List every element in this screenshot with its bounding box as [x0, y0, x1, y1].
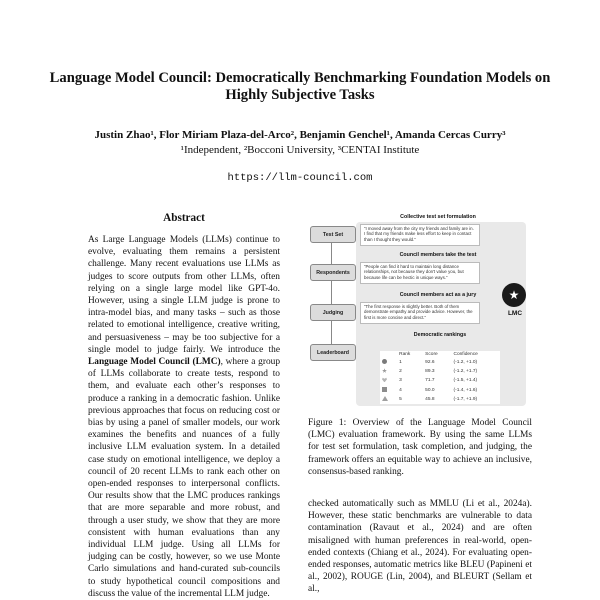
confidence-cell: (-1.4, +1.6) — [453, 387, 478, 393]
rankings-row — [380, 395, 500, 404]
stage-arrow — [331, 280, 332, 304]
quote-judgment: “The first response is slightly better. Both of them demonstrate empathy and provide advice. However, the first is more concise and direct.” — [360, 302, 480, 324]
rankings-header-row — [380, 351, 500, 358]
rank-icon-cell — [380, 386, 397, 395]
confidence-cell: (-1.2, +1.0) — [453, 360, 478, 366]
heart-icon — [382, 377, 387, 382]
paper-affiliations: ¹Independent, ²Bocconi University, ³CENTAI Institute — [180, 144, 420, 156]
stage-arrow — [331, 242, 332, 264]
rank-icon-cell — [380, 376, 397, 385]
triangle-icon — [382, 396, 388, 401]
paper-title: Language Model Council: Democratically Benchmarking Foundation Models on Highly Subjective Tasks — [49, 70, 551, 103]
score-cell: 50.0 — [425, 387, 435, 393]
stage-leaderboard: Leaderboard — [310, 344, 356, 361]
confidence-cell: (-1.5, +1.4) — [453, 378, 478, 384]
rankings-row — [380, 358, 500, 367]
stage-judging: Judging — [310, 304, 356, 321]
rank-icon-cell — [380, 367, 397, 376]
figure-caption: Figure 1: Overview of the Language Model Council (LMC) evaluation framework. By using the same LLMs for test set formulation, task completion, and judging, the framework offers an equitable way to achieve an inclusive, consensus-based ranking. — [308, 418, 532, 477]
rankings-col-rank: Rank — [399, 352, 411, 357]
council-icon: ★ — [502, 283, 526, 307]
header-test-set-formulation: Collective test set formulation — [400, 214, 476, 220]
rank-cell: 4 — [399, 387, 402, 393]
lmc-label: LMC — [507, 310, 523, 317]
header-act-as-jury: Council members act as a jury — [399, 292, 477, 298]
rankings-col-score: Score — [425, 352, 438, 357]
score-cell: 45.8 — [425, 396, 435, 402]
score-cell: 92.6 — [425, 360, 435, 366]
rankings-col-confidence: Confidence — [453, 352, 478, 357]
lmc-emblem — [500, 283, 530, 327]
rankings-table — [380, 351, 500, 404]
figure-1 — [306, 208, 536, 406]
abstract-body — [88, 234, 280, 600]
header-democratic-rankings: Democratic rankings — [413, 332, 467, 338]
project-url-link[interactable]: https://llm-council.com — [227, 172, 373, 184]
rank-icon-cell — [380, 358, 397, 367]
introduction-text: checked automatically such as MMLU (Li et al., 2024a). However, these static benchmarks are vulnerable to data contamination (Ravaut et al., 2024) and are often misaligned with human preferences in real-world, open-ended contexts (Chiang et al., 2024). For evaluating open-ended responses, automatic metrics like BLEU (Papineni et al., 2002), ROUGE (Lin, 2004), and BLEURT (Sellam et al., — [308, 499, 532, 595]
abstract-text-part1: As Large Language Models (LLMs) continue to evolve, evaluating them remains a persistent challenge. Many recent evaluations use LLMs as judges to score outputs from other LLMs, often relying on a single large model like GPT-4o. However, using a single LLM judge is prone to intra-model bias, and many tasks – such as those related to emotional intelligence, creative writing, and persuasiveness – may be too subjective for a single model to judge fairly. We introduce the — [88, 235, 280, 355]
rank-cell: 2 — [399, 369, 402, 375]
paper-authors: Justin Zhao¹, Flor Miriam Plaza-del-Arco², Benjamin Genchel¹, Amanda Cercas Curry³ — [94, 129, 506, 141]
abstract-bold-term: Language Model Council (LMC) — [88, 357, 221, 368]
stage-test-set: Test Set — [310, 226, 356, 243]
abstract-heading: Abstract — [163, 212, 205, 224]
score-cell: 71.7 — [425, 378, 435, 384]
rankings-row — [380, 367, 500, 376]
rankings-row — [380, 376, 500, 385]
stage-respondents: Respondents — [310, 264, 356, 281]
rank-cell: 3 — [399, 378, 402, 384]
quote-test-set: “I moved away from the city my friends and family are in. I find that my friends make less effort to keep in contact than I thought they would.” — [360, 224, 480, 246]
rankings-col-icon — [380, 351, 397, 358]
confidence-cell: (-1.2, +1.7) — [453, 369, 478, 375]
star-icon — [382, 368, 387, 373]
circle-icon — [382, 359, 387, 364]
rank-cell: 1 — [399, 360, 402, 366]
stage-arrow — [331, 320, 332, 344]
rankings-body — [380, 358, 500, 404]
confidence-cell: (-1.7, +1.9) — [453, 396, 478, 402]
rankings-row — [380, 386, 500, 395]
header-take-the-test: Council members take the test — [399, 252, 477, 258]
rank-icon-cell — [380, 395, 397, 404]
square-icon — [382, 387, 387, 392]
score-cell: 89.3 — [425, 369, 435, 375]
rank-cell: 5 — [399, 396, 402, 402]
quote-response: “People can find it hard to maintain long distance relationships, not because they don't value you, but because life can be hectic in unique ways.” — [360, 262, 480, 284]
abstract-text-part2: , where a group of LLMs collaborate to create tests, respond to them, and evaluate each other’s responses to produce a ranking in a democratic fashion. Unlike previous approaches that focus on reducing cost or bias by using a panel of smaller models, our work examines the benefits and nuances of a fully inclusive LLM evaluation system. In a detailed case study on emotional intelligence, we deploy a council of 20 recent LLMs to rank each other on open-ended responses to interpersonal conflicts. Our results show that the LMC produces rankings that are more separable and more robust, and through a user study, we show that they are more consistent with human evaluations than any individual LLM judge. Using all LLMs for judging can be costly, however, so we use Monte Carlo simulations and hand-curated sub-councils to study hypothetical council compositions and discuss the value of the incremental LLM judge. — [88, 357, 281, 599]
